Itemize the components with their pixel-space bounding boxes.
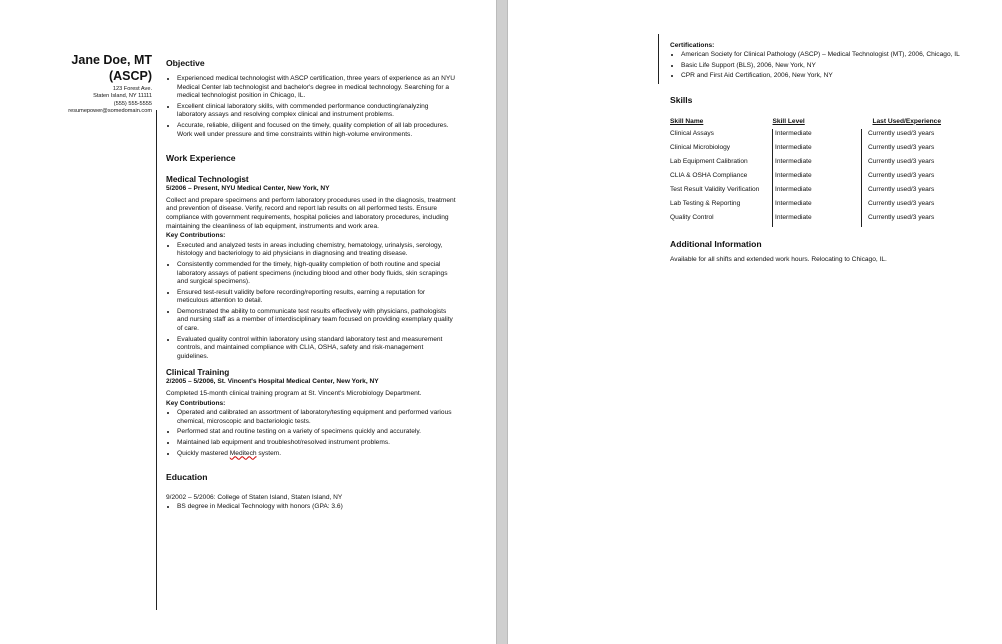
job-bullet: • Consistently commended for the timely, high-quality completion of both routine and special laboratory assays of patient specimens (including blood and other body fluids, skin scrapings and surgical specimens). [177,261,456,287]
bullet-text: system. [256,449,282,457]
city: Staten Island, NY 11111 [93,93,152,100]
column-header: Last Used/Experience [872,117,942,125]
table-row [670,157,952,171]
job-bullet: • Demonstrated the ability to communicate test results effectively with physicians, pathologists and nursing staff as a member of interdisciplinary team focused on providing exemplary quality of care. [177,308,456,334]
address: 123 Forest Ave. [112,86,152,92]
skills-heading: Skills [670,94,693,105]
skill-last-used: Currently used/3 years [868,213,935,221]
skills-table [670,117,952,227]
certification-item: • CPR and First Aid Certification, 2006, New York, NY [681,72,960,80]
skill-name: Test Result Validity Verification [670,185,773,199]
table-row [670,185,952,199]
skill-level: Intermediate [773,199,862,213]
skill-last-used: Currently used/3 years [868,199,935,207]
job-line: 2/2005 – 5/2006, St. Vincent's Hospital Medical Center, New York, NY [166,378,379,386]
column-header: Skill Level [772,117,805,125]
education-line: 9/2002 – 5/2006: College of Staten Island, Staten Island, NY [166,494,343,502]
skill-level: Intermediate [773,185,862,199]
table-row [670,129,952,143]
skill-last-used: Currently used/3 years [868,185,935,193]
additional-heading: Additional Information [670,238,762,249]
skill-level: Intermediate [773,213,862,227]
skill-name: Clinical Assays [670,129,773,143]
table-row [670,213,952,227]
key-contributions-label: Key Contributions: [166,399,226,407]
job-bullet: • Operated and calibrated an assortment of laboratory/testing equipment and performed various chemical, microscopic and bacteriologic tests. [177,409,456,426]
skill-name: Clinical Microbiology [670,143,773,157]
skill-level: Intermediate [773,143,862,157]
column-divider [156,110,157,610]
job-bullets [166,409,456,458]
education-list [166,503,456,512]
certifications-heading: Certifications: [670,42,715,49]
job-description: Collect and prepare specimens and perform laboratory procedures used in the diagnosis, treatment and prevention of disease. Verify, record and report lab results on all performed tests. Ensure compliance with government requirements, hospital policies and laboratory procedures, including maintaining the cleanliness of lab equipment, instruments and work area. [166,196,456,230]
job-bullet: • Ensured test-result validity before recording/reporting results, earning a reputation for meticulous attention to detail. [177,289,456,306]
certification-item: • Basic Life Support (BLS), 2006, New York, NY [681,62,960,70]
certifications-list [670,51,960,80]
skills-header-row [670,117,952,129]
objective-item: • Excellent clinical laboratory skills, with commended performance conducting/analyzing laboratory assays and resolving complex clinical and instrument problems. [177,103,456,120]
key-contributions-label: Key Contributions: [166,232,226,240]
table-row [670,171,952,185]
job-title: Medical Technologist [166,175,249,185]
education-item: • BS degree in Medical Technology with honors (GPA: 3.6) [177,503,456,512]
name-line-1: Jane Doe, MT [71,53,152,67]
objective-list [166,75,456,139]
email: resumepower@somedomain.com [68,108,152,115]
phone: (555) 555-5555 [113,100,152,107]
objective-item: • Accurate, reliable, diligent and focused on the timely, quality completion of all lab procedures. Work well under pressure and time constraints within high-volume environments. [177,122,456,139]
skill-name: Lab Testing & Reporting [670,199,773,213]
skill-level: Intermediate [773,171,862,185]
table-row [670,199,952,213]
job-bullet: • Maintained lab equipment and troubleshot/resolved instrument problems. [177,439,456,448]
resume-body [166,58,456,513]
job-bullet: • Executed and analyzed tests in areas including chemistry, hematology, urinalysis, serology, histology and bacteriology to aid physicians in diagnosing and treating disease. [177,242,456,259]
column-header: Skill Name [670,117,704,125]
column-divider [658,34,659,84]
additional-text: Available for all shifts and extended work hours. Relocating to Chicago, IL. [670,255,887,263]
bullet-text: Quickly mastered [177,449,230,457]
resume-body-2 [670,42,960,264]
skill-level: Intermediate [773,157,862,171]
education-heading: Education [166,472,208,483]
certification-item: • American Society for Clinical Pathology (ASCP) – Medical Technologist (MT), 2006, Chicago, IL [681,51,960,59]
work-heading: Work Experience [166,153,236,164]
resume-page-2 [508,0,1002,644]
skill-name: CLIA & OSHA Compliance [670,171,773,185]
contact-info [2,86,152,116]
resume-page-1 [0,0,496,644]
job-bullets [166,242,456,362]
skill-level: Intermediate [773,129,862,143]
job-line: 5/2006 – Present, NYU Medical Center, New York, NY [166,185,330,193]
job-description: Completed 15-month clinical training program at St. Vincent's Microbiology Department. [166,390,422,398]
skill-name: Quality Control [670,213,773,227]
skill-last-used: Currently used/3 years [868,157,935,165]
skill-name: Lab Equipment Calibration [670,157,773,171]
candidate-name [12,52,152,84]
skill-last-used: Currently used/3 years [868,143,935,151]
job-bullet: • Evaluated quality control within laboratory using standard laboratory test and measurement controls, and maintained compliance with CLIA, OSHA, safety and risk-management guidelines. [177,336,456,362]
table-row [670,143,952,157]
skill-last-used: Currently used/3 years [868,171,935,179]
job-bullet: • Performed stat and routine testing on a variety of specimens quickly and accurately. [177,428,456,437]
objective-heading: Objective [166,58,205,68]
objective-item: • Experienced medical technologist with ASCP certification, three years of experience as an NYU Medical Center lab technologist and bachelor's degree in medical technology. Searching for a medical technologist position in Chicago, IL. [177,75,456,101]
spellcheck-word[interactable]: Meditech [229,449,257,457]
job-title: Clinical Training [166,368,230,378]
job-bullet [177,450,456,459]
name-line-2: (ASCP) [108,69,152,83]
skill-last-used: Currently used/3 years [868,129,935,137]
